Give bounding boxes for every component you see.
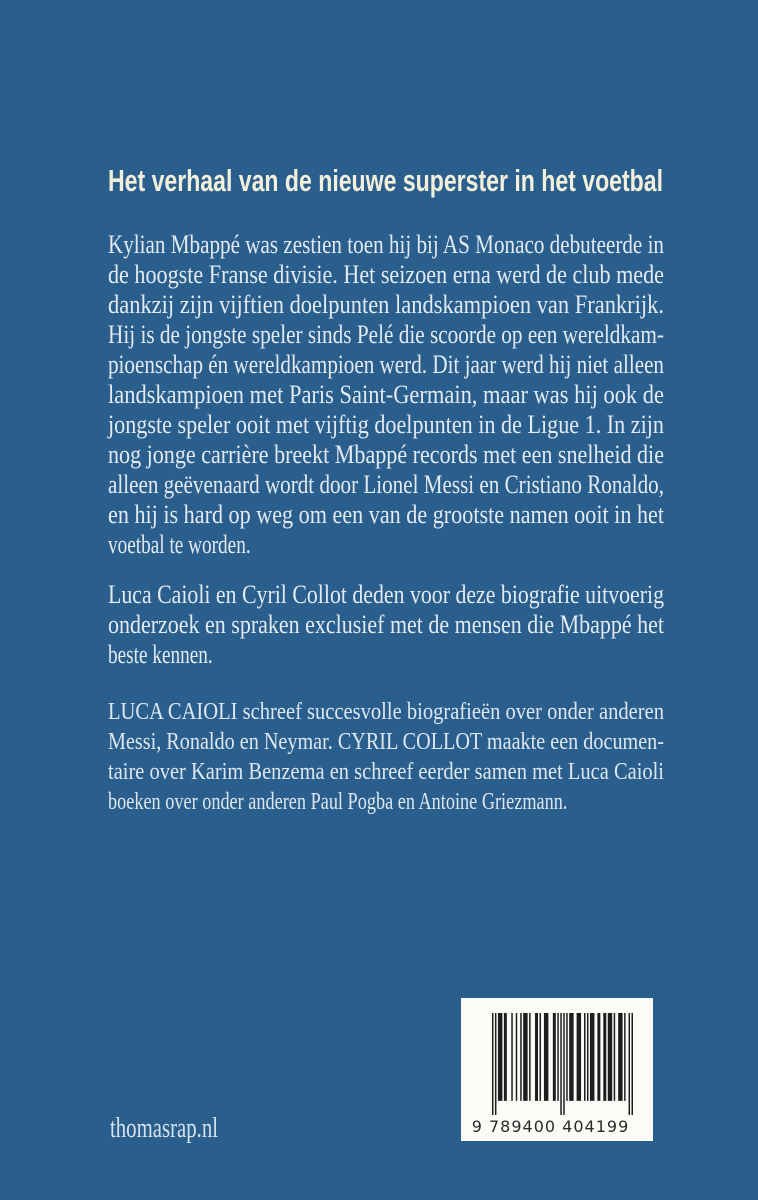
blurb-line: jongste speler ooit met vijftig doelpunten in de Ligue 1. In zijn — [108, 410, 664, 439]
blurb-line: landskampioen met Paris Saint-Germain, maar was hij ook de — [108, 380, 664, 409]
blurb-line: Kylian Mbappé was zestien toen hij bij AS Monaco debuteerde in — [108, 230, 664, 259]
blurb-line: onderzoek en spraken exclusief met de mensen die Mbappé het — [108, 610, 664, 639]
authors-note-paragraph — [108, 697, 758, 817]
blurb-line: Hij is de jongste speler sinds Pelé die scoorde op een wereldkam- — [108, 320, 664, 349]
authors-note-line: LUCA CAIOLI schreef succesvolle biografieën over onder anderen — [108, 699, 664, 725]
blurb-line: beste kennen. — [108, 640, 213, 669]
blurb-line: alleen geëvenaard wordt door Lionel Messi en Cristiano Ronaldo, — [108, 470, 664, 499]
blurb-line: pioenschap én wereldkampioen werd. Dit jaar werd hij niet alleen — [108, 350, 664, 379]
blurb-line: voetbal te worden. — [108, 530, 251, 559]
authors-note-line: taire over Karim Benzema en schreef eerder samen met Luca Caioli — [108, 759, 664, 785]
authors-note-line: Messi, Ronaldo en Neymar. CYRIL COLLOT maakte een documen- — [108, 729, 664, 755]
authors-note-line: boeken over onder anderen Paul Pogba en Antoine Griezmann. — [108, 789, 568, 815]
blurb-paragraph-1 — [108, 230, 758, 560]
isbn-number: 9 789400 404199 — [471, 1117, 630, 1136]
blurb-line: Luca Caioli en Cyril Collot deden voor deze biografie uitvoerig — [108, 580, 664, 609]
barcode-bars-icon — [492, 1013, 633, 1115]
tagline: Het verhaal van de nieuwe superster in het voetbal — [108, 163, 663, 198]
blurb-paragraph-2 — [108, 580, 758, 670]
publisher-website: thomasrap.nl — [110, 1113, 218, 1144]
blurb-line: dankzij zijn vijftien doelpunten landskampioen van Frankrijk. — [108, 290, 664, 319]
blurb-line: en hij is hard op weg om een van de grootste namen ooit in het — [108, 500, 664, 529]
blurb-line: de hoogste Franse divisie. Het seizoen erna werd de club mede — [108, 260, 664, 289]
blurb-line: nog jonge carrière breekt Mbappé records met een snelheid die — [108, 440, 664, 469]
barcode — [461, 998, 653, 1141]
